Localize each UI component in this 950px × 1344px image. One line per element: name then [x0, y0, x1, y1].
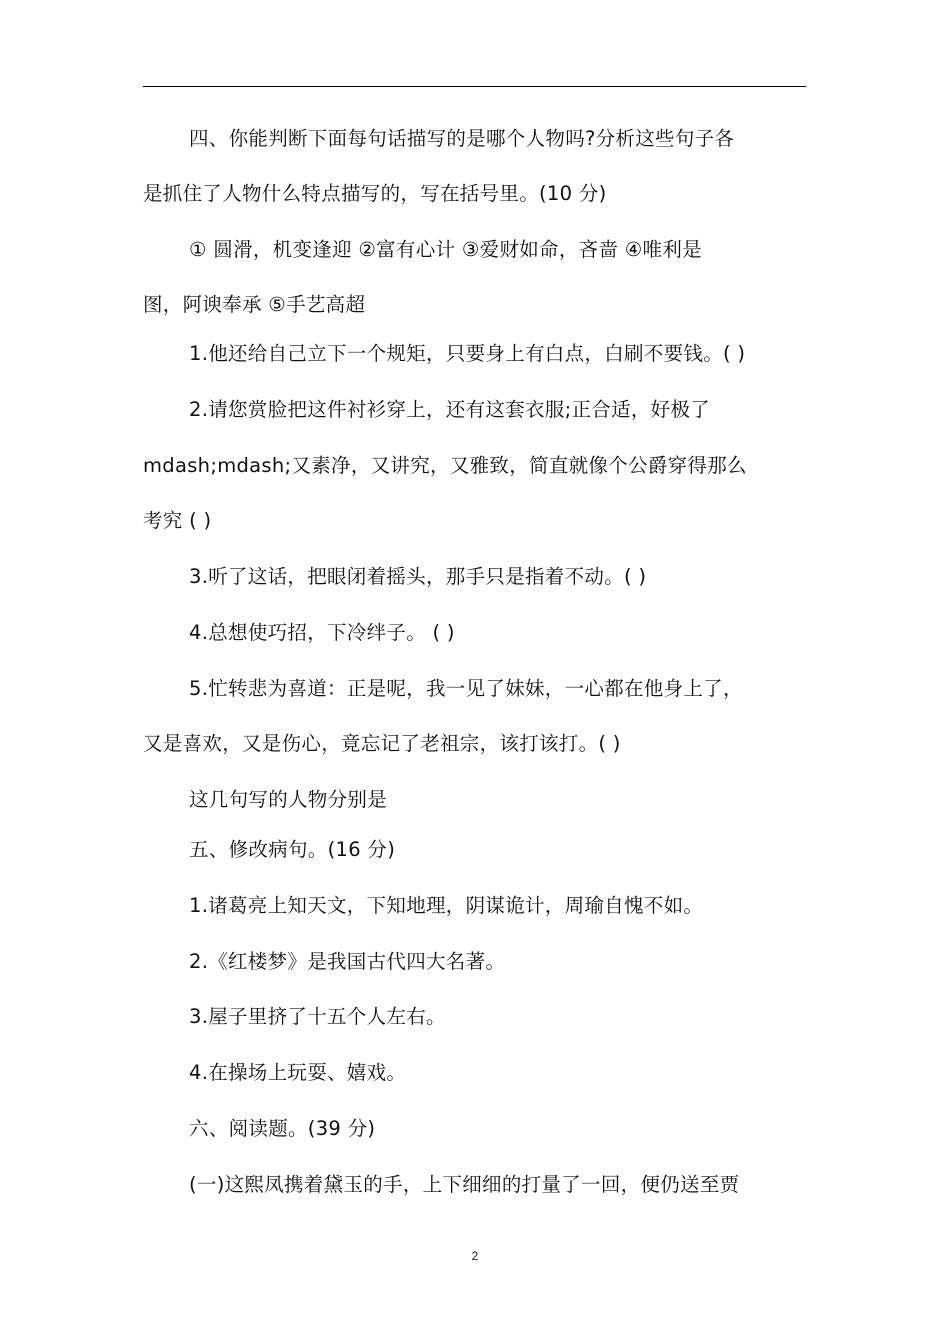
- options-line: ① 圆滑，机变逢迎 ②富有心计 ③爱财如命，吝啬 ④唯利是: [189, 238, 702, 261]
- question-2-cont: mdash;mdash;又素净，又讲究，又雅致，简直就像个公爵穿得那么: [143, 454, 747, 477]
- sentence-3: 3.屋子里挤了十五个人左右。: [189, 1005, 446, 1028]
- question-2-end: 考究 ( ): [143, 509, 212, 532]
- section-four-heading: 四、你能判断下面每句话描写的是哪个人物吗?分析这些句子各: [189, 127, 735, 150]
- question-5-cont: 又是喜欢，又是伤心，竟忘记了老祖宗，该打该打。( ): [143, 732, 621, 755]
- summary-line: 这几句写的人物分别是: [189, 788, 388, 811]
- sentence-4: 4.在操场上玩耍、嬉戏。: [189, 1061, 407, 1084]
- page-number: 2: [471, 1249, 479, 1263]
- question-2: 2.请您赏脸把这件衬衫穿上，还有这套衣服;正合适，好极了: [189, 398, 711, 421]
- question-1: 1.他还给自己立下一个规矩，只要身上有白点，白刷不要钱。( ): [189, 342, 746, 365]
- header-rule: [143, 86, 806, 87]
- question-3: 3.听了这话，把眼闭着摇头，那手只是指着不动。( ): [189, 565, 647, 588]
- section-five-heading: 五、修改病句。(16 分): [189, 838, 396, 861]
- reading-passage-start: (一)这熙凤携着黛玉的手，上下细细的打量了一回，便仍送至贾: [189, 1173, 740, 1196]
- section-six-heading: 六、阅读题。(39 分): [189, 1117, 376, 1140]
- sentence-2: 2.《红楼梦》是我国古代四大名著。: [189, 950, 506, 973]
- question-5: 5.忙转悲为喜道：正是呢，我一见了妹妹，一心都在他身上了，: [189, 677, 743, 700]
- question-4: 4.总想使巧招，下冷绊子。 ( ): [189, 621, 455, 644]
- section-four-heading-cont: 是抓住了人物什么特点描写的，写在括号里。(10 分): [143, 182, 607, 205]
- sentence-1: 1.诸葛亮上知天文，下知地理，阴谋诡计，周瑜自愧不如。: [189, 894, 704, 917]
- options-line-cont: 图，阿谀奉承 ⑤手艺高超: [143, 293, 366, 316]
